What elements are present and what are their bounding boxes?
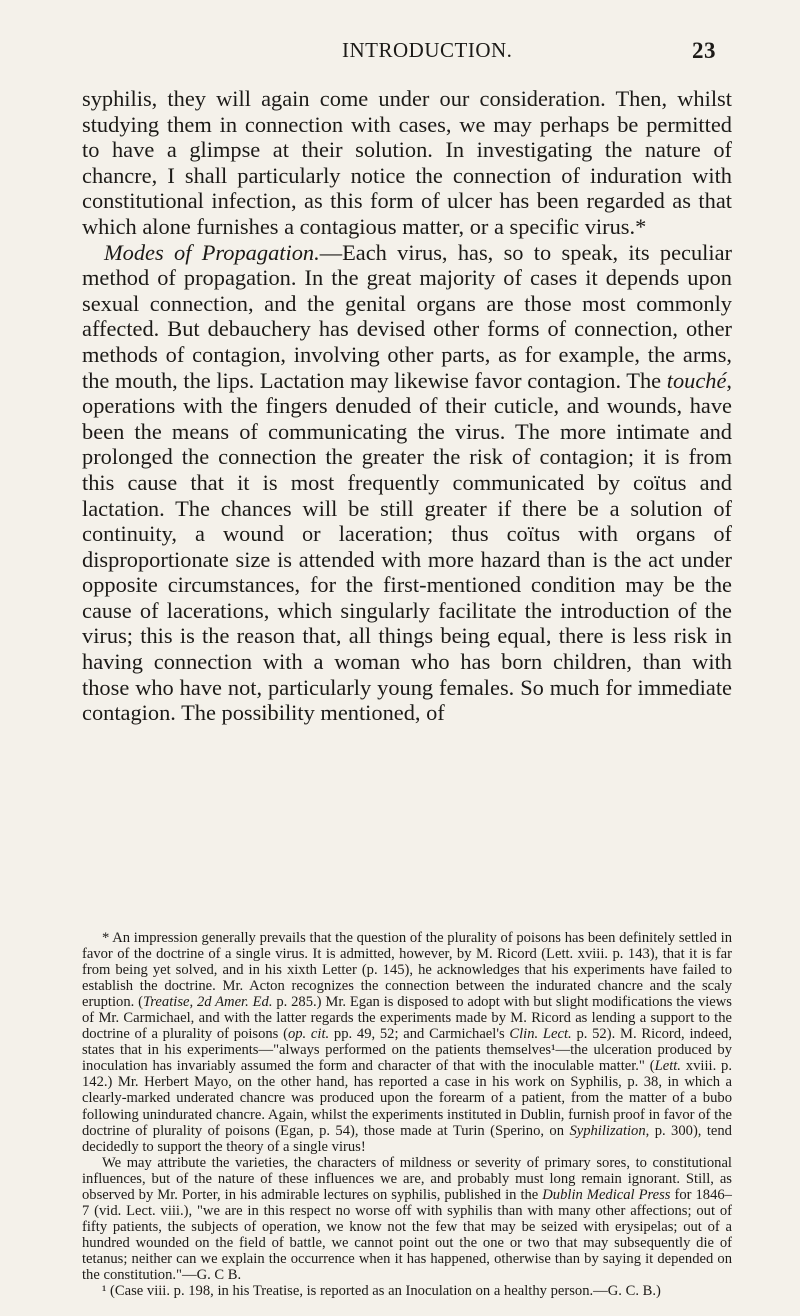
footnotes (82, 930, 732, 1299)
italic-term: touché (666, 367, 727, 393)
footnote-continued: We may attribute the varieties, the characters of mildness or severity of primary sores, to constitutional influences, but of the nature of these influences we are, and probably must long remain ignorant. Still, as observed by Mr. Porter, in his admirable lectures on syphilis, published in the Dublin Medical Press for 1846–7 (vid. Lect. viii.), "we are in this respect no worse off with syphilis than with many other affections; out of fifty patients, the subjects of operation, we know not the few that may be seized with erysipelas; out of a hundred wounded on the field of battle, we cannot point out the one or two that may subsequently die of tetanus; neither can we explain the occurrence when it has happened, otherwise than by saying it depended on the constitution."—G. C B. (82, 1154, 732, 1283)
section-heading: Modes of Propagation. (104, 239, 320, 265)
main-text (82, 86, 732, 726)
footnote-star: * An impression generally prevails that the question of the plurality of poisons has been definitely settled in favor of the doctrine of a single virus. It is admitted, however, by M. Ricord (Lett. xviii. p. 143), that it is far from being yet solved, and in his xixth Letter (p. 145), he acknowledges that his experiments have failed to establish the doctrine. Mr. Acton recognizes the connection between the indurated chancre and the scaly eruption. (Treatise, 2d Amer. Ed. p. 285.) Mr. Egan is disposed to adopt with but slight modifications the views of Mr. Carmichael, and with the latter regards the experiments made by M. Ricord as lending a support to the doctrine of a plurality of poisons (op. cit. pp. 49, 52; and Carmichael's Clin. Lect. p. 52). M. Ricord, indeed, states that in his experiments—"always performed on the patients themselves¹—the ulceration produced by inoculation has invariably assumed the form and character of that with the inoculable matter." (Lett. xviii. p. 142.) Mr. Herbert Mayo, on the other hand, has reported a case in his work on Syphilis, p. 38, in which a clearly-marked underated chancre was produced upon the forearm of a patient, from the matter of a bubo following unindurated chancre. Again, whilst the experiments instituted in Dublin, furnish proof in favor of the doctrine of plurality of poisons (Egan, p. 54), those made at Turin (Sperino, on Syphilization, p. 300), tend decidedly to support the theory of a single virus! (82, 930, 733, 1155)
footnote-one: ¹ (Case viii. p. 198, in his Treatise, is reported as an Inoculation on a healthy person.—G. C. B.) (102, 1283, 661, 1300)
running-header (80, 38, 716, 68)
page-number: 23 (692, 38, 716, 63)
paragraph-modes-of-propagation: Modes of Propagation.—Each virus, has, so to speak, its peculiar method of propagation. In the great majority of cases it depends upon sexual connection, and the genital organs are those most commonly affected. But debauchery has devised other forms of connection, other methods of contagion, involving other parts, as for example, the arms, the mouth, the lips. Lactation may likewise favor contagion. The touché, operations with the fingers denuded of their cuticle, and wounds, have been the means of communicating the virus. The more intimate and prolonged the connection the greater the risk of contagion; it is from this cause that it is most frequently communicated by coïtus and lactation. The chances will be still greater if there be a solution of continuity, a wound or laceration; thus coïtus with organs of disproportionate size is attended with more hazard than is the act under opposite circumstances, for the first-mentioned condition may be the cause of lacerations, which singularly facilitate the introduction of the virus; this is the reason that, all things being equal, there is less risk in having connection with a woman who has born children, than with those who have not, particularly young females. So much for immediate contagion. The possibility mentioned, of (82, 239, 733, 726)
paragraph: syphilis, they will again come under our consideration. Then, whilst studying them in connection with cases, we may perhaps be permitted to have a glimpse at their solution. In investigating the nature of chancre, I shall particularly notice the connection of induration with constitutional infection, as this form of ulcer has been regarded as that which alone furnishes a contagious matter, or a specific virus.* (82, 86, 732, 239)
running-title: INTRODUCTION. (342, 38, 513, 62)
